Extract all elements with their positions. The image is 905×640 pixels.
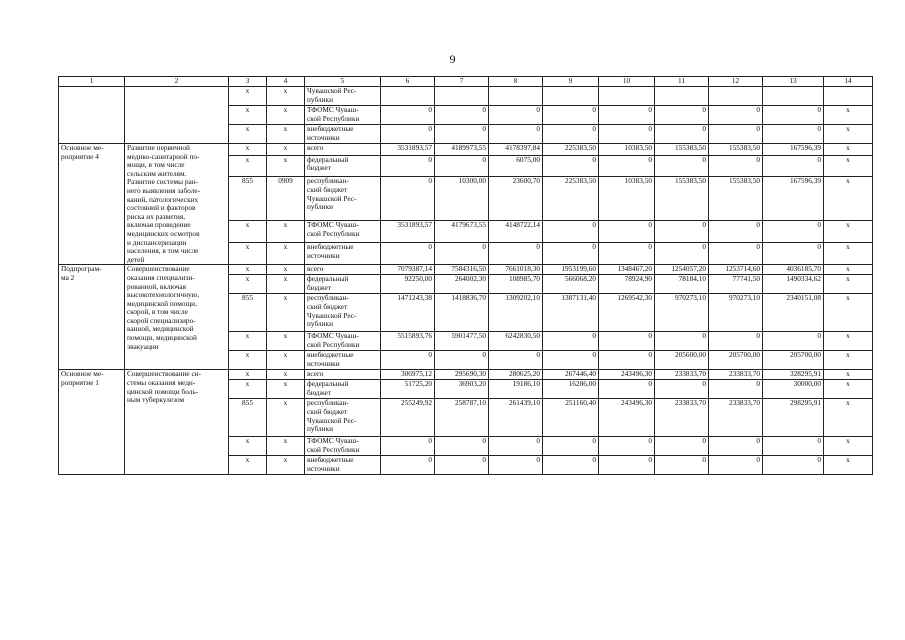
amount-cell: 1309202,10 (489, 294, 543, 332)
amount-cell: 205600,00 (655, 351, 709, 370)
table-row (59, 144, 873, 156)
code-cell: x (267, 275, 305, 294)
amount-cell: 0 (381, 106, 435, 125)
amount-cell: 251160,40 (543, 399, 599, 437)
code-cell: x (229, 456, 267, 475)
amount-cell: 0 (655, 125, 709, 144)
amount-cell: 1387131,40 (543, 294, 599, 332)
funding-source-cell: Чувашской Рес- публики (305, 87, 381, 106)
amount-cell (599, 87, 655, 106)
amount-cell: 0 (655, 243, 709, 265)
amount-cell: 3531893,57 (381, 221, 435, 243)
amount-cell: 0 (435, 106, 489, 125)
amount-cell: 3531893,57 (381, 144, 435, 156)
code-cell: x (229, 275, 267, 294)
code-cell: x (267, 437, 305, 456)
amount-cell: 10300,00 (435, 177, 489, 221)
mark-cell: x (824, 275, 873, 294)
amount-cell (381, 87, 435, 106)
funding-source-cell: республикан- ский бюджет Чувашской Рес- публики (305, 177, 381, 221)
amount-cell: 0 (763, 106, 824, 125)
amount-cell: 7584316,50 (435, 265, 489, 275)
program-description: Совершенствование оказания специализи- рованной, включая высокотехнологичную, медицинской помощи, скорой, в том числе скорой специализиро- ванной, медицинской помощи, медицинской эвакуации (125, 265, 229, 370)
amount-cell: 233833,70 (655, 370, 709, 380)
code-cell: x (267, 294, 305, 332)
amount-cell: 267446,40 (543, 370, 599, 380)
funding-source-cell: внебюджетные источники (305, 243, 381, 265)
header-cell-6: 6 (381, 77, 435, 87)
amount-cell: 225383,50 (543, 144, 599, 156)
header-cell-3: 3 (229, 77, 267, 87)
code-cell: x (229, 370, 267, 380)
code-cell: x (267, 265, 305, 275)
code-cell: x (267, 456, 305, 475)
code-cell: x (229, 87, 267, 106)
amount-cell: 0 (381, 243, 435, 265)
funding-source-cell: федеральный бюджет (305, 380, 381, 399)
amount-cell: 10383,50 (599, 144, 655, 156)
amount-cell: 155383,50 (655, 144, 709, 156)
amount-cell: 0 (381, 155, 435, 177)
amount-cell: 0 (709, 456, 763, 475)
code-cell: x (267, 106, 305, 125)
funding-source-cell: внебюджетные источники (305, 125, 381, 144)
amount-cell: 0 (381, 125, 435, 144)
amount-cell: 7661018,30 (489, 265, 543, 275)
mark-cell: x (824, 155, 873, 177)
amount-cell: 1254057,20 (655, 265, 709, 275)
amount-cell: 1490334,62 (763, 275, 824, 294)
mark-cell: x (824, 106, 873, 125)
amount-cell (763, 87, 824, 106)
amount-cell: 4178397,84 (489, 144, 543, 156)
code-cell: 855 (229, 294, 267, 332)
amount-cell: 0 (435, 155, 489, 177)
table-row (59, 370, 873, 380)
amount-cell: 225383,50 (543, 177, 599, 221)
header-row (59, 77, 873, 87)
mark-cell: x (824, 456, 873, 475)
funding-source-cell: всего (305, 370, 381, 380)
amount-cell: 0 (543, 437, 599, 456)
amount-cell: 264002,30 (435, 275, 489, 294)
amount-cell: 36903,20 (435, 380, 489, 399)
code-cell: x (267, 399, 305, 437)
amount-cell: 0 (655, 437, 709, 456)
amount-cell: 233833,70 (655, 399, 709, 437)
amount-cell: 280625,20 (489, 370, 543, 380)
amount-cell: 1953199,60 (543, 265, 599, 275)
code-cell: x (267, 370, 305, 380)
mark-cell: x (824, 437, 873, 456)
code-cell: 855 (229, 177, 267, 221)
amount-cell: 298295,91 (763, 399, 824, 437)
code-cell: x (229, 351, 267, 370)
code-cell: x (229, 106, 267, 125)
funding-source-cell: республикан- ский бюджет Чувашской Рес- публики (305, 399, 381, 437)
code-cell: x (267, 87, 305, 106)
amount-cell: 0 (489, 456, 543, 475)
budget-table (58, 76, 873, 475)
amount-cell: 0 (599, 106, 655, 125)
amount-cell: 0 (543, 456, 599, 475)
code-cell: x (267, 125, 305, 144)
amount-cell: 0 (763, 155, 824, 177)
amount-cell: 30000,00 (763, 380, 824, 399)
code-cell: x (267, 351, 305, 370)
amount-cell: 0 (543, 125, 599, 144)
funding-source-cell: федеральный бюджет (305, 155, 381, 177)
amount-cell: 566068,20 (543, 275, 599, 294)
funding-source-cell: ТФОМС Чуваш- ской Республики (305, 221, 381, 243)
amount-cell: 0 (381, 351, 435, 370)
amount-cell: 19186,10 (489, 380, 543, 399)
code-cell: x (229, 144, 267, 156)
header-cell-4: 4 (267, 77, 305, 87)
amount-cell: 233833,70 (709, 399, 763, 437)
amount-cell: 258787,10 (435, 399, 489, 437)
program-label (59, 87, 125, 144)
amount-cell: 23600,70 (489, 177, 543, 221)
amount-cell: 328295,91 (763, 370, 824, 380)
amount-cell: 0 (655, 155, 709, 177)
amount-cell: 1253714,60 (709, 265, 763, 275)
code-cell: x (229, 332, 267, 351)
amount-cell: 0 (763, 456, 824, 475)
amount-cell: 4189973,55 (435, 144, 489, 156)
mark-cell: x (824, 399, 873, 437)
funding-source-cell: республикан- ский бюджет Чувашской Рес- публики (305, 294, 381, 332)
program-label: Основное ме- роприятие 4 (59, 144, 125, 265)
header-cell-9: 9 (543, 77, 599, 87)
amount-cell: 155383,50 (709, 144, 763, 156)
amount-cell: 0 (543, 243, 599, 265)
amount-cell: 0 (489, 437, 543, 456)
program-label: Подпрограм- ма 2 (59, 265, 125, 370)
amount-cell: 0 (543, 332, 599, 351)
amount-cell: 0 (435, 437, 489, 456)
code-cell: x (267, 221, 305, 243)
page-number: 9 (449, 52, 456, 66)
code-cell: x (229, 243, 267, 265)
code-cell: 855 (229, 399, 267, 437)
amount-cell: 233833,70 (709, 370, 763, 380)
mark-cell: x (824, 380, 873, 399)
amount-cell: 205700,00 (763, 351, 824, 370)
code-cell: x (229, 221, 267, 243)
amount-cell: 1471243,38 (381, 294, 435, 332)
amount-cell: 970273,10 (655, 294, 709, 332)
amount-cell: 0 (763, 125, 824, 144)
header-cell-5: 5 (305, 77, 381, 87)
amount-cell: 205700,00 (709, 351, 763, 370)
amount-cell: 155383,50 (655, 177, 709, 221)
amount-cell: 51725,20 (381, 380, 435, 399)
amount-cell: 155383,50 (709, 177, 763, 221)
header-cell-8: 8 (489, 77, 543, 87)
amount-cell: 255249,92 (381, 399, 435, 437)
header-cell-14: 14 (824, 77, 873, 87)
amount-cell: 0 (655, 456, 709, 475)
amount-cell: 78184,10 (655, 275, 709, 294)
amount-cell: 0 (655, 221, 709, 243)
amount-cell: 0 (599, 380, 655, 399)
code-cell: 0909 (267, 177, 305, 221)
code-cell: x (229, 265, 267, 275)
funding-source-cell: федеральный бюджет (305, 275, 381, 294)
mark-cell (824, 87, 873, 106)
amount-cell: 0 (435, 351, 489, 370)
amount-cell: 0 (435, 125, 489, 144)
table-row (59, 87, 873, 106)
amount-cell (709, 87, 763, 106)
mark-cell: x (824, 144, 873, 156)
mark-cell: x (824, 332, 873, 351)
amount-cell: 7079387,14 (381, 265, 435, 275)
amount-cell: 0 (381, 177, 435, 221)
funding-source-cell: внебюджетные источники (305, 456, 381, 475)
program-description: Совершенствование си- стемы оказания меди- цинской помощи боль- ным туберкулезом (125, 370, 229, 475)
amount-cell: 0 (599, 243, 655, 265)
mark-cell: x (824, 221, 873, 243)
amount-cell: 0 (381, 456, 435, 475)
code-cell: x (267, 380, 305, 399)
amount-cell: 0 (543, 221, 599, 243)
amount-cell: 4148722,14 (489, 221, 543, 243)
amount-cell: 0 (543, 155, 599, 177)
amount-cell: 0 (655, 106, 709, 125)
amount-cell: 0 (709, 221, 763, 243)
amount-cell: 1418836,70 (435, 294, 489, 332)
amount-cell: 0 (435, 243, 489, 265)
amount-cell (655, 87, 709, 106)
amount-cell: 0 (709, 380, 763, 399)
amount-cell: 0 (489, 125, 543, 144)
code-cell: x (267, 332, 305, 351)
amount-cell: 5901477,50 (435, 332, 489, 351)
header-cell-10: 10 (599, 77, 655, 87)
amount-cell: 0 (763, 437, 824, 456)
amount-cell: 0 (763, 332, 824, 351)
amount-cell: 0 (709, 243, 763, 265)
amount-cell: 306975,12 (381, 370, 435, 380)
amount-cell: 0 (709, 332, 763, 351)
header-cell-13: 13 (763, 77, 824, 87)
mark-cell: x (824, 125, 873, 144)
amount-cell: 0 (489, 351, 543, 370)
amount-cell: 0 (709, 437, 763, 456)
table-row (59, 265, 873, 275)
amount-cell: 1269542,30 (599, 294, 655, 332)
amount-cell: 0 (655, 332, 709, 351)
program-description: Развитие первичной медико-санитарной по- мощи, в том числе сельским жителям. Развитие системы ран- него выявления заболе- ваний, патологических состояний и факторов риска их развития, включая проведение медицинских осмотров и диспансеризации населения, в том числе детей (125, 144, 229, 265)
amount-cell: 6075,00 (489, 155, 543, 177)
amount-cell: 10383,50 (599, 177, 655, 221)
code-cell: x (267, 144, 305, 156)
amount-cell: 0 (599, 456, 655, 475)
funding-source-cell: ТФОМС Чуваш- ской Республики (305, 437, 381, 456)
header-cell-1: 1 (59, 77, 125, 87)
amount-cell: 167596,39 (763, 144, 824, 156)
amount-cell: 0 (599, 221, 655, 243)
amount-cell: 6242830,50 (489, 332, 543, 351)
amount-cell: 0 (599, 351, 655, 370)
program-description (125, 87, 229, 144)
amount-cell: 78924,90 (599, 275, 655, 294)
amount-cell: 1348467,20 (599, 265, 655, 275)
amount-cell: 0 (599, 125, 655, 144)
header-cell-12: 12 (709, 77, 763, 87)
amount-cell: 0 (763, 243, 824, 265)
amount-cell: 243496,30 (599, 399, 655, 437)
amount-cell: 5515893,76 (381, 332, 435, 351)
amount-cell: 0 (543, 351, 599, 370)
mark-cell: x (824, 243, 873, 265)
funding-source-cell: всего (305, 265, 381, 275)
header-cell-11: 11 (655, 77, 709, 87)
amount-cell (543, 87, 599, 106)
amount-cell: 295690,30 (435, 370, 489, 380)
funding-source-cell: ТФОМС Чуваш- ской Республики (305, 332, 381, 351)
amount-cell: 0 (655, 380, 709, 399)
amount-cell: 970273,10 (709, 294, 763, 332)
code-cell: x (229, 437, 267, 456)
amount-cell: 4036185,70 (763, 265, 824, 275)
code-cell: x (267, 155, 305, 177)
code-cell: x (229, 125, 267, 144)
amount-cell: 0 (543, 106, 599, 125)
header-cell-7: 7 (435, 77, 489, 87)
amount-cell: 0 (489, 106, 543, 125)
amount-cell: 108985,70 (489, 275, 543, 294)
amount-cell: 0 (599, 332, 655, 351)
amount-cell: 0 (599, 155, 655, 177)
mark-cell: x (824, 294, 873, 332)
amount-cell: 0 (763, 221, 824, 243)
amount-cell: 77741,50 (709, 275, 763, 294)
mark-cell: x (824, 265, 873, 275)
amount-cell: 0 (381, 437, 435, 456)
amount-cell (435, 87, 489, 106)
amount-cell: 16286,00 (543, 380, 599, 399)
funding-source-cell: внебюджетные источники (305, 351, 381, 370)
amount-cell: 0 (489, 243, 543, 265)
code-cell: x (229, 380, 267, 399)
program-label: Основное ме- роприятие 1 (59, 370, 125, 475)
amount-cell (489, 87, 543, 106)
amount-cell: 2340151,08 (763, 294, 824, 332)
header-cell-2: 2 (125, 77, 229, 87)
amount-cell: 167596,39 (763, 177, 824, 221)
amount-cell: 261439,10 (489, 399, 543, 437)
amount-cell: 0 (599, 437, 655, 456)
amount-cell: 0 (709, 155, 763, 177)
code-cell: x (267, 243, 305, 265)
funding-source-cell: всего (305, 144, 381, 156)
mark-cell: x (824, 370, 873, 380)
code-cell: x (229, 155, 267, 177)
amount-cell: 4179673,55 (435, 221, 489, 243)
amount-cell: 0 (709, 125, 763, 144)
amount-cell: 92250,00 (381, 275, 435, 294)
amount-cell: 0 (709, 106, 763, 125)
mark-cell: x (824, 177, 873, 221)
mark-cell: x (824, 351, 873, 370)
amount-cell: 243496,30 (599, 370, 655, 380)
amount-cell: 0 (435, 456, 489, 475)
funding-source-cell: ТФОМС Чуваш- ской Республики (305, 106, 381, 125)
